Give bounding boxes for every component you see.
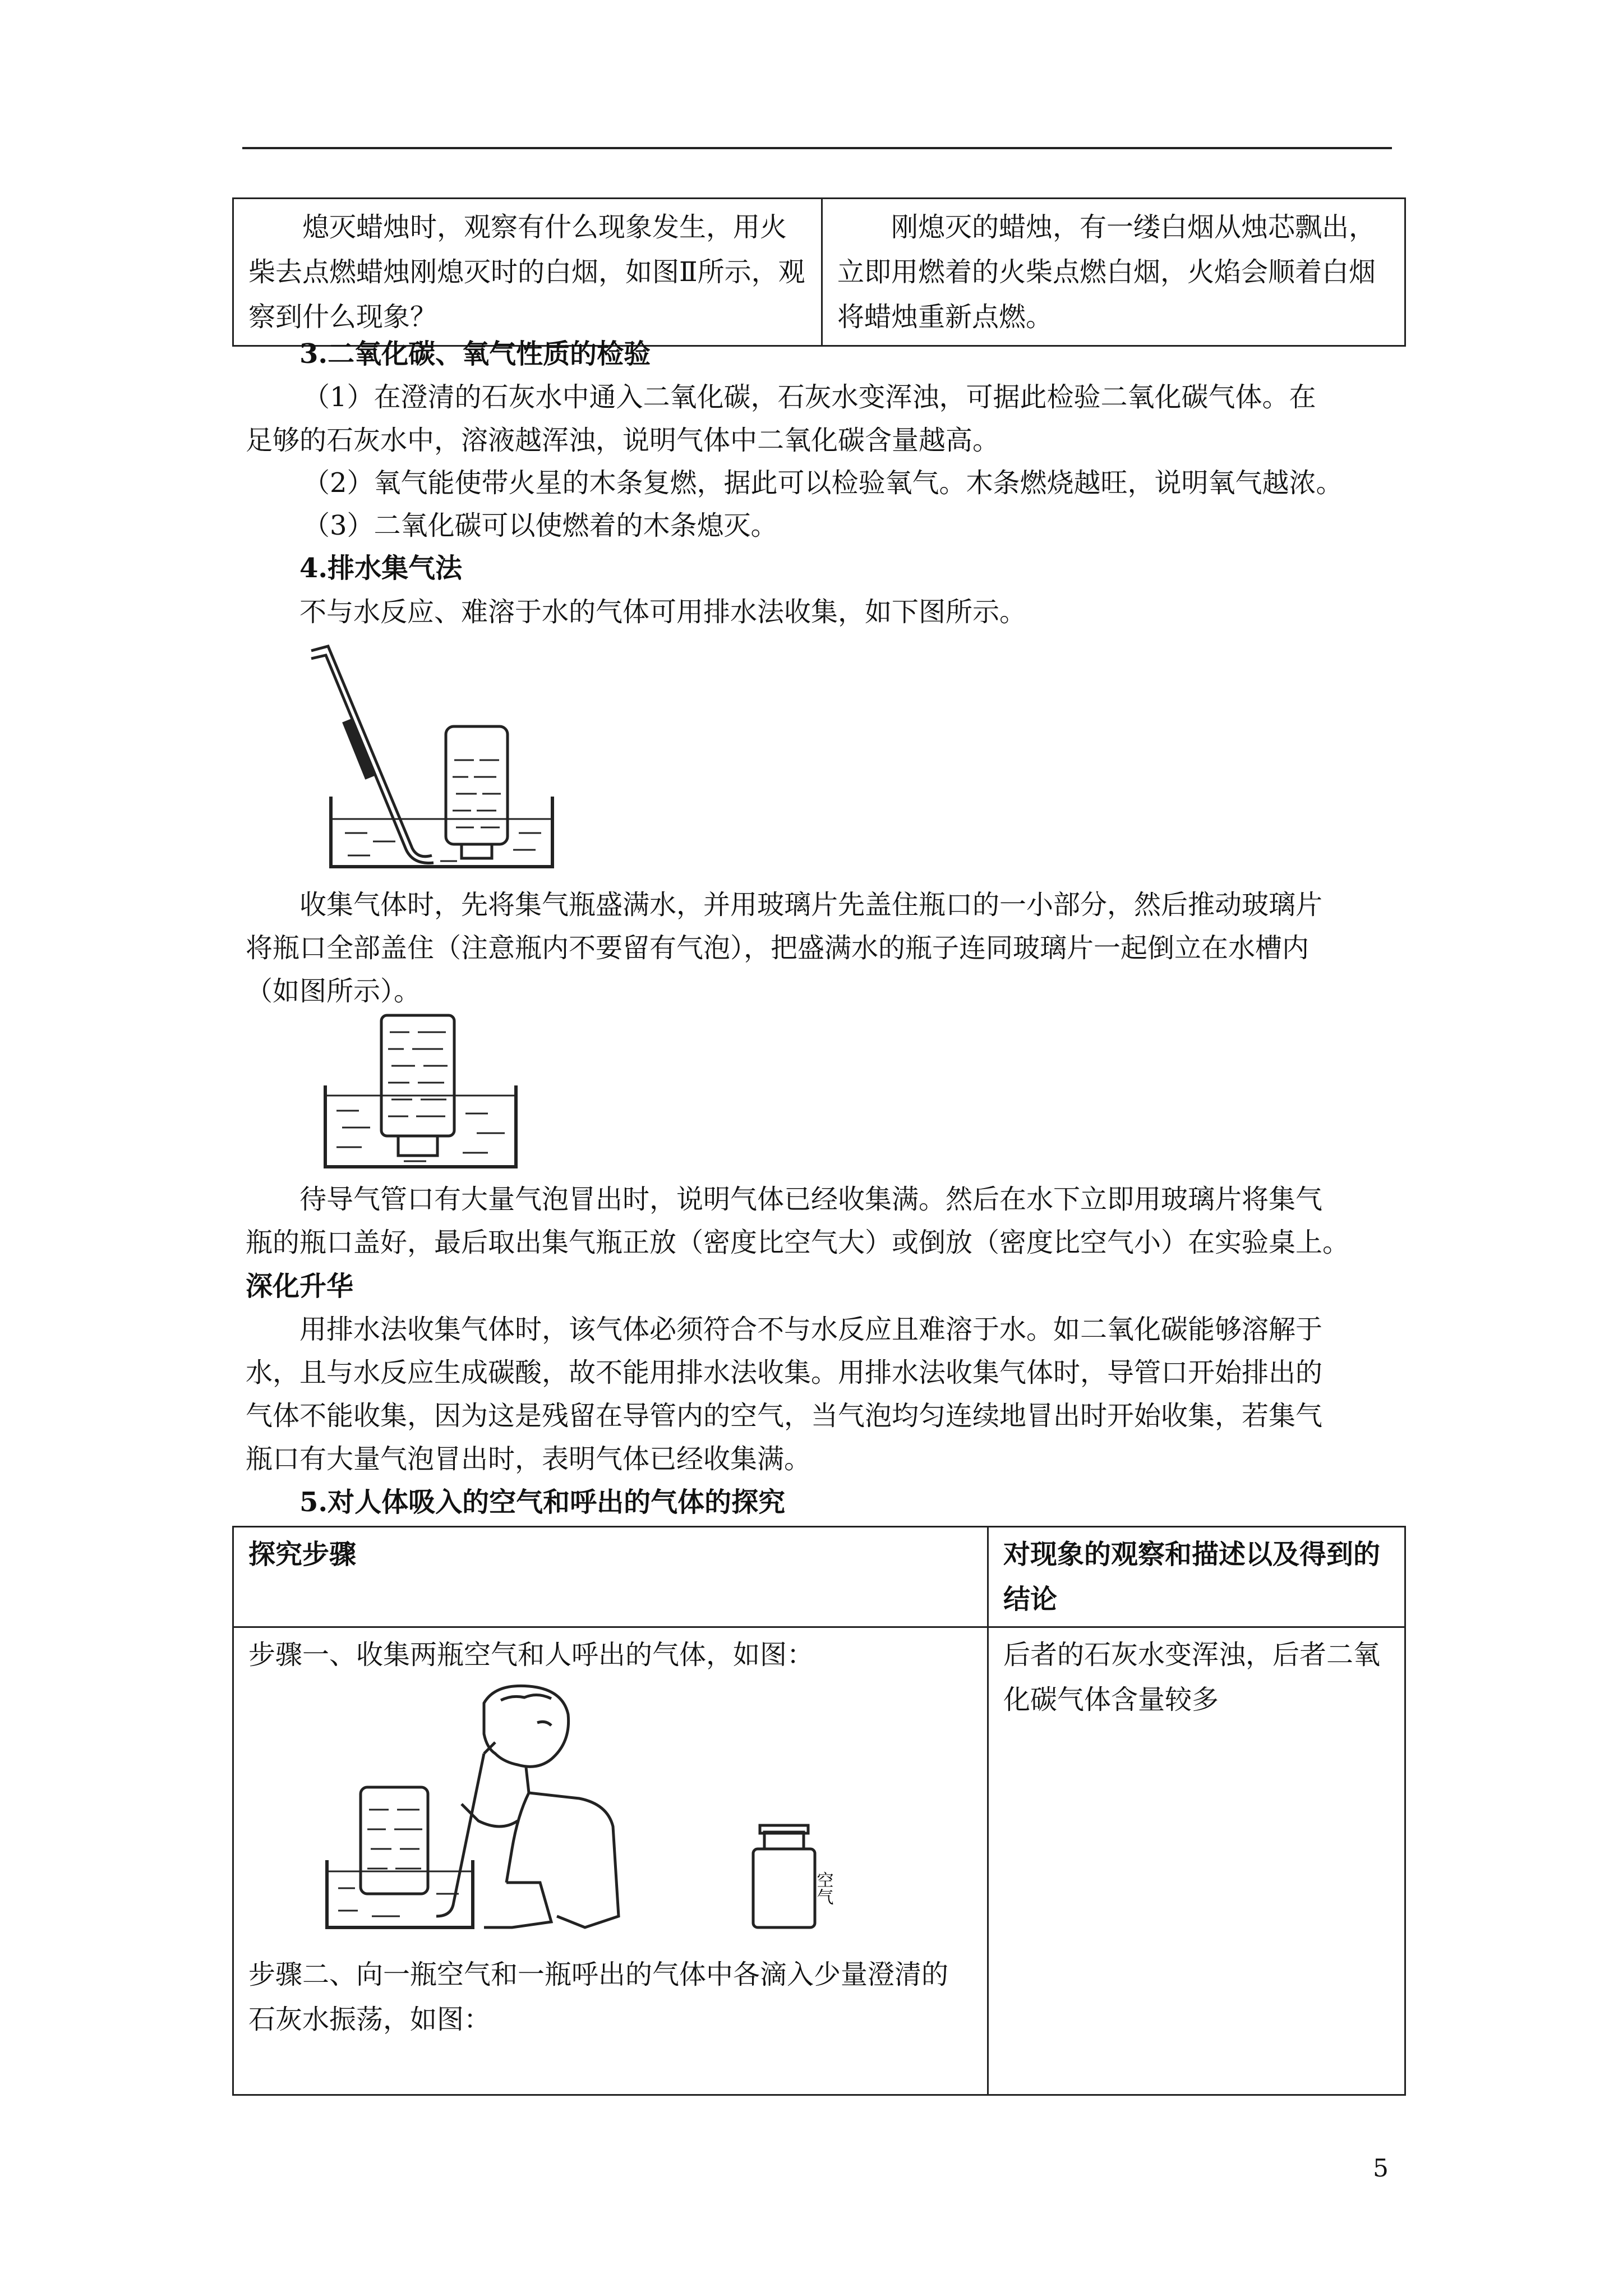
table-row (233, 199, 1405, 346)
deepen-line4: 瓶口有大量气泡冒出时，表明气体已经收集满。 (246, 1443, 811, 1475)
deepen-title: 深化升华 (246, 1271, 354, 1302)
step1-result-text: 后者的石灰水变浑浊，后者二氧化碳气体含量较多 (1003, 1639, 1381, 1715)
observation-cell (988, 1627, 1405, 2095)
section3-item1-line2: 足够的石灰水中，溶液越浑浊，说明气体中二氧化碳含量越高。 (246, 425, 1000, 456)
header-observation: 对现象的观察和描述以及得到的结论 (988, 1527, 1405, 1627)
answer-text: 刚熄灭的蜡烛，有一缕白烟从烛芯飘出，立即用燃着的火柴点燃白烟，火焰会顺着白烟将蜡烛重新点燃。 (837, 211, 1376, 333)
section4-para1-line1: 收集气体时，先将集气瓶盛满水，并用玻璃片先盖住瓶口的一小部分，然后推动玻璃片 (299, 889, 1323, 921)
step1-text: 步骤一、收集两瓶空气和人呼出的气体，如图： (248, 1639, 814, 1671)
section4-para1-line3: （如图所示）。 (246, 976, 421, 1007)
deepen-line1: 用排水法收集气体时，该气体必须符合不与水反应且难溶于水。如二氧化碳能够溶解于 (299, 1314, 1323, 1345)
section3-item1-line1: （1）在澄清的石灰水中通入二氧化碳，石灰水变浑浊，可据此检验二氧化碳气体。在 (303, 381, 1316, 413)
question-text: 熄灭蜡烛时，观察有什么现象发生，用火柴去点燃蜡烛刚熄灭时的白烟，如图Ⅱ所示，观察到什么现象？ (248, 211, 805, 333)
water-displacement-figure (306, 639, 569, 875)
table-row (233, 1627, 1405, 2095)
section3-item2: （2）氧气能使带火星的木条复燃，据此可以检验氧气。木条燃烧越旺，说明氧气越浓。 (303, 467, 1343, 499)
breathing-experiment-figure (316, 1681, 865, 1944)
candle-table (232, 197, 1406, 347)
deepen-line3: 气体不能收集，因为这是残留在导管内的空气，当气泡均匀连续地冒出时开始收集，若集气 (246, 1400, 1323, 1432)
header-rule (242, 147, 1392, 149)
section4-intro: 不与水反应、难溶于水的气体可用排水法收集，如下图所示。 (299, 596, 1027, 628)
header-steps: 探究步骤 (233, 1527, 988, 1627)
breath-experiment-table (232, 1526, 1406, 2096)
section4-para2-line2: 瓶的瓶口盖好，最后取出集气瓶正放（密度比空气大）或倒放（密度比空气小）在实验桌上。 (246, 1227, 1350, 1258)
section4-para1-line2: 将瓶口全部盖住（注意瓶内不要留有气泡），把盛满水的瓶子连同玻璃片一起倒立在水槽内 (246, 932, 1310, 964)
table-cell-answer (822, 199, 1405, 346)
section4-para2-line1: 待导气管口有大量气泡冒出时，说明气体已经收集满。然后在水下立即用玻璃片将集气 (299, 1184, 1323, 1215)
section3-title: 3.二氧化碳、氧气性质的检验 (299, 338, 651, 370)
step2-text: 步骤二、向一瓶空气和一瓶呼出的气体中各滴入少量澄清的石灰水振荡，如图： (248, 1959, 949, 2035)
deepen-line2: 水，且与水反应生成碳酸，故不能用排水法收集。用排水法收集气体时，导管口开始排出的 (246, 1357, 1323, 1388)
page-number: 5 (1373, 2154, 1389, 2183)
air-bottle-label: 空气 (813, 1871, 833, 1905)
section5-title: 5.对人体吸入的空气和呼出的气体的探究 (299, 1487, 786, 1518)
table-header-row (233, 1527, 1405, 1627)
section3-item3: （3）二氧化碳可以使燃着的木条熄灭。 (303, 510, 778, 541)
section4-title: 4.排水集气法 (299, 553, 463, 584)
steps-cell (233, 1627, 988, 2095)
table-cell-question (233, 199, 822, 346)
inverted-bottle-figure (320, 1013, 522, 1172)
